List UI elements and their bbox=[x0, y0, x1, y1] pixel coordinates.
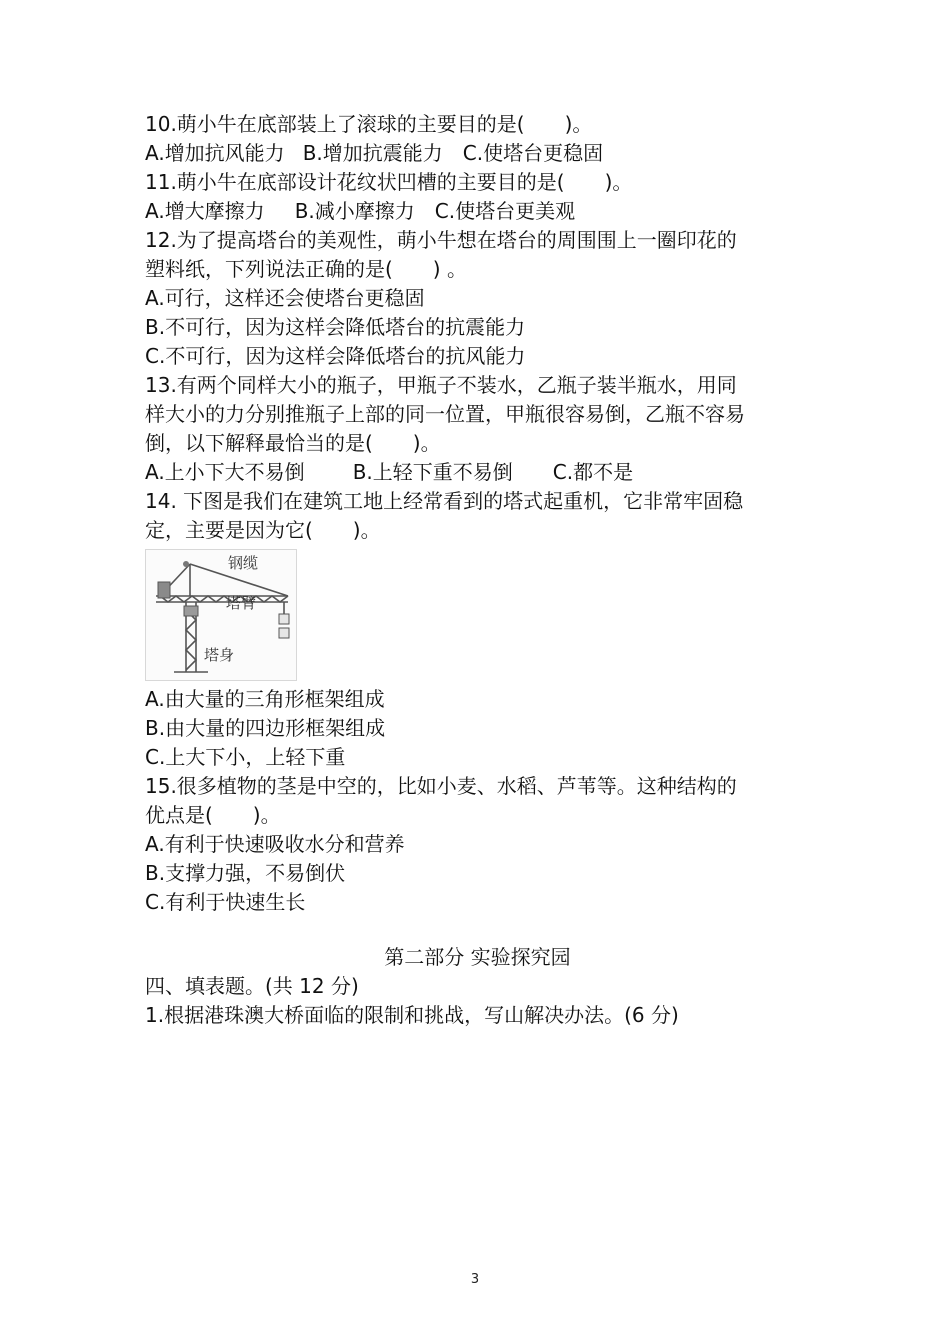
tower-body-label: 塔身 bbox=[204, 646, 235, 664]
section-item: 1.根据港珠澳大桥面临的限制和挑战，写山解决办法。(6 分) bbox=[145, 1003, 679, 1027]
option-c[interactable]: C.有利于快速生长 bbox=[145, 890, 306, 914]
question-stem: 10.萌小牛在底部装上了滚球的主要目的是( )。 bbox=[145, 112, 593, 136]
question-stem: 定，主要是因为它( )。 bbox=[145, 518, 381, 542]
option-a[interactable]: A.由大量的三角形框架组成 bbox=[145, 687, 385, 711]
option-c[interactable]: C.不可行，因为这样会降低塔台的抗风能力 bbox=[145, 344, 526, 368]
question-stem: 优点是( )。 bbox=[145, 803, 281, 827]
question-stem: 11.萌小牛在底部设计花纹状凹槽的主要目的是( )。 bbox=[145, 170, 633, 194]
section-heading: 四、填表题。(共 12 分) bbox=[145, 974, 359, 998]
question-stem: 12.为了提高塔台的美观性，萌小牛想在塔台的周围围上一圈印花的 bbox=[145, 228, 737, 252]
option-b[interactable]: B.不可行，因为这样会降低塔台的抗震能力 bbox=[145, 315, 526, 339]
option-c[interactable]: C.使塔台更美观 bbox=[434, 199, 576, 223]
option-b[interactable]: B.支撑力强，不易倒伏 bbox=[145, 861, 346, 885]
option-a[interactable]: A.上小下大不易倒 bbox=[145, 460, 305, 484]
option-c[interactable]: C.都不是 bbox=[552, 460, 634, 484]
document-page bbox=[145, 110, 810, 1030]
question-block bbox=[145, 371, 810, 487]
question-stem: 倒，以下解释最恰当的是( )。 bbox=[145, 431, 441, 455]
option-c[interactable]: C.使塔台更稳固 bbox=[462, 141, 604, 165]
cable-label: 钢缆 bbox=[228, 554, 259, 572]
question-block bbox=[145, 487, 810, 772]
option-a[interactable]: A.有利于快速吸收水分和营养 bbox=[145, 832, 405, 856]
option-a[interactable]: A.可行，这样还会使塔台更稳固 bbox=[145, 286, 425, 310]
tower-crane-figure bbox=[145, 549, 297, 681]
question-stem: 14. 下图是我们在建筑工地上经常看到的塔式起重机，它非常牢固稳 bbox=[145, 489, 744, 513]
section-title: 第二部分 实验探究园 bbox=[384, 945, 571, 969]
option-a[interactable]: A.增加抗风能力 bbox=[145, 141, 285, 165]
option-row bbox=[145, 139, 810, 168]
question-list bbox=[145, 110, 810, 917]
question-stem: 塑料纸，下列说法正确的是( ) 。 bbox=[145, 257, 467, 281]
question-block bbox=[145, 168, 810, 226]
option-b[interactable]: B.增加抗震能力 bbox=[302, 141, 443, 165]
arm-label: 塔臂 bbox=[226, 594, 257, 612]
question-block bbox=[145, 110, 810, 168]
option-row bbox=[145, 197, 810, 226]
question-stem: 15.很多植物的茎是中空的，比如小麦、水稻、芦苇等。这种结构的 bbox=[145, 774, 737, 798]
question-stem: 13.有两个同样大小的瓶子，甲瓶子不装水，乙瓶子装半瓶水，用同 bbox=[145, 373, 737, 397]
option-c[interactable]: C.上大下小，上轻下重 bbox=[145, 745, 346, 769]
option-a[interactable]: A.增大摩擦力 bbox=[145, 199, 265, 223]
option-b[interactable]: B.由大量的四边形框架组成 bbox=[145, 716, 386, 740]
question-block bbox=[145, 772, 810, 917]
question-block bbox=[145, 226, 810, 371]
option-b[interactable]: B.上轻下重不易倒 bbox=[352, 460, 513, 484]
page-number: 3 bbox=[470, 1272, 480, 1287]
question-stem: 样大小的力分别推瓶子上部的同一位置，甲瓶很容易倒，乙瓶不容易 bbox=[145, 402, 745, 426]
option-b[interactable]: B.减小摩擦力 bbox=[294, 199, 415, 223]
option-row bbox=[145, 458, 810, 487]
